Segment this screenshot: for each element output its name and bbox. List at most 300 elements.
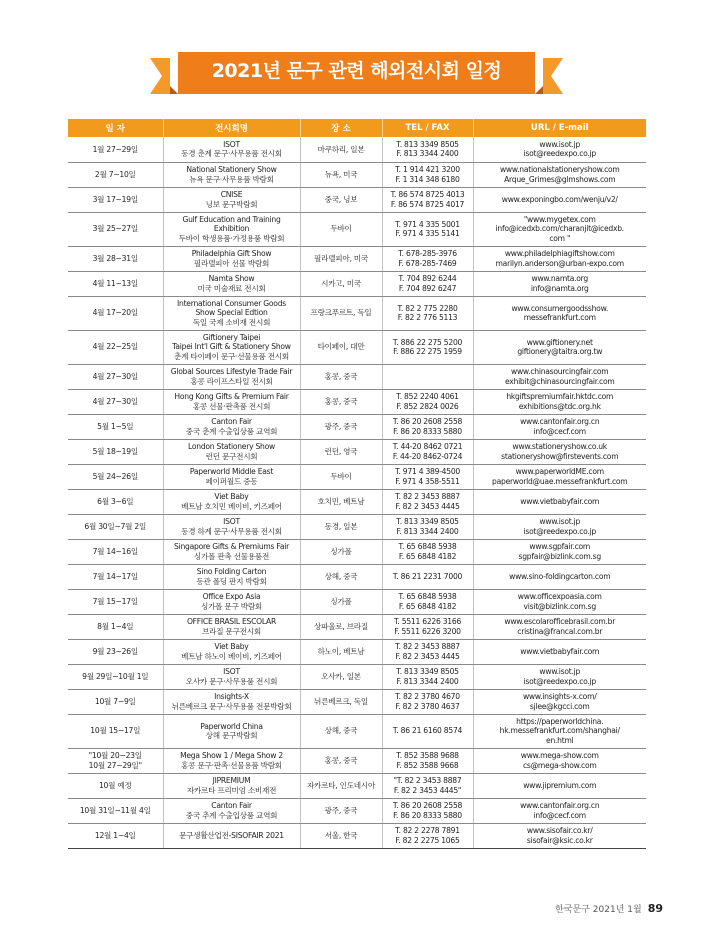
cell-exhibition-line: 문구생활산업전-SISOFAIR 2021: [179, 830, 284, 840]
cell-exhibition-line: 동관 폴딩 판지 박람회: [196, 576, 267, 586]
page-footer: [555, 902, 663, 915]
cell-date: [68, 714, 163, 748]
cell-url-email: [473, 689, 646, 714]
cell-exhibition: [163, 773, 300, 798]
cell-exhibition-line: Singapore Gifts & Premiums Fair: [174, 542, 289, 552]
cell-date: [68, 773, 163, 798]
cell-tel-fax-line: F. 86 574 8725 4017: [390, 199, 465, 209]
cell-url-email-line: www.mega-show.com: [520, 751, 599, 761]
cell-venue-line: 하노이, 베트남: [317, 646, 365, 656]
cell-tel-fax-line: F. 65 6848 4182: [398, 551, 457, 561]
cell-url-email-line: giftionery@taitra.org.tw: [517, 347, 603, 356]
cell-venue-line: 상해, 중국: [324, 726, 358, 736]
cell-tel-fax-line: F. 82 2 3453 4445: [395, 501, 460, 511]
cell-tel-fax: [382, 489, 473, 514]
cell-exhibition: [163, 589, 300, 614]
cell-url-email: [473, 137, 646, 162]
cell-tel-fax-line: F. 886 22 275 1959: [393, 347, 462, 356]
cell-venue: [300, 823, 382, 848]
cell-venue: [300, 564, 382, 589]
table-row: [68, 564, 646, 589]
cell-exhibition: [163, 564, 300, 589]
cell-venue: [300, 246, 382, 271]
cell-venue: [300, 689, 382, 714]
cell-exhibition-line: 싱가폴 판촉 선물용품전: [193, 551, 270, 561]
cell-venue-line: 동경, 일본: [324, 521, 358, 531]
cell-url-email-line: cristina@francal.com.br: [517, 626, 603, 636]
cell-date-line: 4월 27~30일: [92, 396, 138, 406]
table-row: [68, 296, 646, 330]
cell-date-line: 4월 22~25일: [92, 342, 138, 352]
cell-venue: [300, 330, 382, 364]
cell-venue: [300, 271, 382, 296]
cell-venue: [300, 137, 382, 162]
cell-tel-fax-line: T. 82 2 3453 8887: [395, 492, 460, 502]
cell-date: [68, 414, 163, 439]
cell-date: [68, 246, 163, 271]
cell-tel-fax-line: T. 886 22 275 5200: [392, 337, 463, 347]
cell-date-line: 7월 14~16일: [92, 546, 138, 556]
cell-venue: [300, 589, 382, 614]
cell-url-email-line: www.giftionery.net: [526, 337, 593, 347]
cell-exhibition-line: 동경 춘계 문구·사무용품 전시회: [181, 149, 282, 159]
cell-exhibition: [163, 212, 300, 246]
cell-url-email-line: www.paperworldME.com: [515, 467, 604, 477]
cell-exhibition-line: Taipei Int'l Gift & Stationery Show: [172, 342, 291, 352]
cell-exhibition-line: Gulf Education and Training: [182, 215, 281, 225]
cell-tel-fax: [382, 439, 473, 464]
cell-url-email-line: visit@bizlink.com.sg: [523, 601, 596, 611]
cell-url-email-line: www.nationalstationeryshow.com: [499, 165, 620, 175]
cell-url-email-line: www.isot.jp: [539, 517, 581, 527]
table-row: [68, 823, 646, 848]
table-row: [68, 539, 646, 564]
cell-tel-fax-line: T. 852 2240 4061: [396, 392, 459, 402]
cell-date: [68, 137, 163, 162]
cell-url-email-line: www.insights-x.com/: [522, 692, 597, 702]
cell-tel-fax: [382, 614, 473, 639]
cell-tel-fax: [382, 330, 473, 364]
cell-url-email-line: en.html: [546, 735, 574, 745]
cell-tel-fax: [382, 271, 473, 296]
table-row: [68, 162, 646, 187]
cell-url-email-line: messefrankfurt.com: [523, 313, 596, 322]
cell-tel-fax: [382, 414, 473, 439]
cell-venue-line: 런던, 영국: [324, 446, 358, 456]
cell-url-email: [473, 246, 646, 271]
cell-exhibition-line: 두바이 학생용품·가정용품 박람회: [178, 233, 285, 243]
cell-venue: [300, 212, 382, 246]
cell-url-email: [473, 162, 646, 187]
cell-url-email-line: www.chinasourcingfair.com: [511, 367, 609, 377]
cell-exhibition-line: 동경 하계 문구·사무용품 전시회: [181, 526, 282, 536]
cell-exhibition: [163, 489, 300, 514]
cell-tel-fax: [382, 773, 473, 798]
table-row: [68, 187, 646, 212]
cell-venue: [300, 464, 382, 489]
cell-exhibition-line: 중국 추계 수출입상품 교역회: [185, 810, 278, 820]
cell-date: [68, 539, 163, 564]
table-row: [68, 464, 646, 489]
cell-date-line: 3월 25~27일: [92, 224, 138, 234]
cell-venue-line: 서울, 한국: [324, 830, 358, 840]
cell-exhibition-line: Philadelphia Gift Show: [191, 249, 272, 259]
cell-url-email: [473, 564, 646, 589]
cell-url-email-line: sisofair@ksic.co.kr: [526, 835, 593, 845]
cell-url-email-line: exhibit@chinasourcingfair.com: [504, 376, 615, 386]
cell-tel-fax-line: F. 852 3588 9668: [396, 760, 459, 770]
cell-url-email-line: www.officexpoasia.com: [517, 592, 602, 602]
cell-venue-line: 홍콩, 중국: [324, 755, 358, 765]
table-row: [68, 639, 646, 664]
cell-url-email: [473, 589, 646, 614]
cell-venue-line: 프랑크푸르트, 독일: [310, 308, 372, 318]
cell-url-email: [473, 823, 646, 848]
cell-tel-fax-line: F. 852 2824 0026: [396, 401, 459, 411]
cell-tel-fax: [382, 639, 473, 664]
cell-tel-fax-line: T. 86 20 2608 2558: [392, 417, 463, 427]
cell-url-email: [473, 389, 646, 414]
cell-exhibition-line: National Stationery Show: [186, 165, 277, 175]
table-row: [68, 271, 646, 296]
cell-date-line: 12월 1~4일: [94, 830, 136, 840]
cell-exhibition-line: 상해 문구박람회: [205, 731, 258, 740]
cell-url-email-line: sjlee@kgcci.com: [529, 701, 590, 711]
cell-exhibition-line: Sino Folding Carton: [196, 567, 267, 577]
cell-url-email-line: www.jipremium.com: [523, 780, 597, 790]
cell-exhibition: [163, 439, 300, 464]
table-row: [68, 212, 646, 246]
cell-tel-fax-line: T. 65 6848 5938: [398, 542, 457, 552]
cell-exhibition-line: Canton Fair: [211, 417, 252, 427]
cell-tel-fax-line: T. 86 574 8725 4013: [390, 190, 465, 200]
cell-url-email: [473, 212, 646, 246]
column-header-exhibition: 전시회명: [163, 119, 300, 137]
cell-exhibition-line: 베트남 호치민 베이비, 키즈페어: [181, 501, 282, 511]
cell-venue: [300, 798, 382, 823]
cell-date-line: 9월 23~26일: [92, 646, 138, 656]
cell-date-line: 10월 27~29일": [88, 760, 142, 770]
cell-exhibition-line: Viet Baby: [214, 492, 249, 502]
cell-date: [68, 689, 163, 714]
cell-url-email-line: www.sisofair.co.kr/: [526, 826, 593, 836]
cell-venue-line: 필라델피아, 미국: [314, 253, 368, 263]
cell-url-email-line: isot@reedexpo.co.jp: [523, 526, 596, 536]
cell-url-email: [473, 330, 646, 364]
cell-date-line: 9월 29일~10월 1일: [82, 671, 149, 681]
cell-exhibition: [163, 714, 300, 748]
cell-url-email-line: www.vietbabyfair.com: [520, 646, 600, 656]
cell-tel-fax-line: T. 971 4 335 5001: [395, 219, 460, 229]
cell-exhibition-line: ISOT: [223, 667, 240, 677]
cell-exhibition: [163, 514, 300, 539]
cell-exhibition-line: Paperworld Middle East: [189, 467, 274, 477]
cell-date: [68, 823, 163, 848]
cell-tel-fax-line: F. 82 2 3780 4637: [395, 701, 460, 711]
cell-exhibition-line: Show Special Edtion: [195, 308, 268, 318]
cell-url-email-line: www.namta.org: [531, 274, 588, 284]
cell-tel-fax-line: T. 82 2 3780 4670: [395, 692, 460, 702]
cell-url-email: [473, 773, 646, 798]
cell-url-email-line: www.consumergoodsshow.: [511, 303, 609, 313]
cell-tel-fax: [382, 748, 473, 773]
cell-date: [68, 389, 163, 414]
cell-venue: [300, 389, 382, 414]
cell-venue-line: 타이페이, 대만: [317, 342, 365, 352]
cell-exhibition: [163, 748, 300, 773]
table-header-row: [68, 119, 646, 137]
cell-exhibition: [163, 798, 300, 823]
cell-date-line: 7월 14~17일: [92, 571, 138, 581]
column-header-venue: 장 소: [300, 119, 382, 137]
table-row: [68, 798, 646, 823]
cell-exhibition-line: Paperworld China: [200, 721, 263, 731]
cell-tel-fax: [382, 389, 473, 414]
column-header-tel-fax: TEL / FAX: [382, 119, 473, 137]
cell-url-email-line: sgpfair@bizlink.com.sg: [518, 551, 601, 561]
cell-tel-fax-line: F. 44-20 8462-0724: [392, 451, 463, 461]
cell-venue-line: 마쿠하리, 일본: [317, 144, 365, 154]
cell-exhibition: [163, 823, 300, 848]
page-title: 2021년 문구 관련 해외전시회 일정: [211, 60, 502, 82]
cell-exhibition-line: 닝보 문구박람회: [205, 199, 258, 209]
cell-tel-fax-line: F. 82 2 776 5113: [397, 313, 458, 322]
cell-date-line: 5월 18~19일: [92, 446, 138, 456]
cell-exhibition-line: 미국 미술재료 전시회: [197, 283, 266, 293]
cell-exhibition: [163, 414, 300, 439]
cell-exhibition: [163, 271, 300, 296]
cell-url-email-line: marilyn.anderson@urban-expo.com: [495, 258, 624, 268]
cell-venue: [300, 296, 382, 330]
cell-url-email-line: info@cecf.com: [533, 810, 586, 820]
table-row: [68, 514, 646, 539]
cell-date-line: "10월 20~23일: [88, 751, 142, 761]
cell-url-email-line: www.philadelphiagiftshow.com: [504, 249, 615, 259]
cell-exhibition-line: London Stationery Show: [188, 442, 275, 452]
cell-url-email: [473, 414, 646, 439]
cell-tel-fax-line: F. 971 4 358-5511: [395, 476, 460, 486]
cell-exhibition-line: Mega Show 1 / Mega Show 2: [180, 751, 283, 761]
cell-venue: [300, 439, 382, 464]
cell-url-email-line: www.sgpfair.com: [529, 542, 591, 552]
cell-venue: [300, 664, 382, 689]
cell-url-email: [473, 271, 646, 296]
cell-url-email-line: cs@mega-show.com: [522, 760, 597, 770]
cell-tel-fax: [382, 246, 473, 271]
cell-tel-fax-line: F. 813 3344 2400: [396, 526, 459, 536]
cell-url-email-line: https://paperworldchina.: [516, 717, 604, 727]
cell-tel-fax-line: F. 86 20 8333 5880: [393, 426, 462, 436]
cell-date: [68, 514, 163, 539]
cell-exhibition-line: 뉴욕 문구·사무용품 박람회: [189, 174, 274, 184]
cell-exhibition: [163, 364, 300, 389]
cell-url-email-line: isot@reedexpo.co.jp: [523, 149, 596, 159]
cell-exhibition-line: 독일 국제 소비재 전시회: [192, 317, 271, 327]
cell-exhibition: [163, 389, 300, 414]
cell-date: [68, 364, 163, 389]
cell-tel-fax-line: T. 678-285-3976: [398, 249, 457, 259]
cell-url-email: [473, 664, 646, 689]
cell-exhibition-line: 런던 문구전시회: [205, 451, 258, 461]
cell-exhibition-line: Giftionery Taipei: [202, 333, 261, 343]
cell-venue: [300, 714, 382, 748]
cell-exhibition-line: Namta Show: [208, 274, 255, 284]
cell-tel-fax-line: T. 5511 6226 3166: [393, 617, 462, 627]
cell-tel-fax: [382, 823, 473, 848]
cell-date-line: 6월 3~6일: [97, 496, 134, 506]
cell-tel-fax-line: F. 82 2 2275 1065: [395, 835, 460, 845]
table-row: [68, 330, 646, 364]
cell-venue-line: 싱가폴: [330, 546, 352, 556]
cell-tel-fax-line: F. 5511 6226 3200: [394, 626, 461, 636]
table-row: [68, 614, 646, 639]
cell-exhibition-line: 홍콩 선물·판촉품 전시회: [192, 401, 271, 411]
cell-date: [68, 614, 163, 639]
cell-date-line: 2월 7~10일: [94, 169, 136, 179]
cell-venue-line: 상해, 중국: [324, 571, 358, 581]
column-header-date: 일 자: [68, 119, 163, 137]
cell-tel-fax: [382, 162, 473, 187]
cell-url-email-line: info@namta.org: [530, 283, 589, 293]
cell-tel-fax-line: F. 971 4 335 5141: [395, 229, 460, 238]
cell-url-email-line: isot@reedexpo.co.jp: [523, 676, 596, 686]
cell-date-line: 4월 11~13일: [92, 278, 138, 288]
cell-url-email-line: info@cecf.com: [533, 426, 586, 436]
cell-date: [68, 212, 163, 246]
cell-date-line: 4월 27~30일: [92, 371, 138, 381]
cell-tel-fax-line: F. 65 6848 4182: [398, 601, 457, 611]
table-row: [68, 439, 646, 464]
table-row: [68, 137, 646, 162]
cell-venue-line: 두바이: [330, 471, 352, 481]
cell-venue-line: 오사카, 일본: [321, 671, 361, 681]
cell-exhibition-line: ISOT: [223, 140, 240, 150]
cell-tel-fax: [382, 539, 473, 564]
cell-exhibition-line: 중국 춘계 수출입상품 교역회: [185, 426, 278, 436]
cell-url-email: [473, 296, 646, 330]
table-row: [68, 364, 646, 389]
cell-url-email: [473, 539, 646, 564]
cell-exhibition: [163, 539, 300, 564]
cell-venue: [300, 364, 382, 389]
cell-date: [68, 748, 163, 773]
cell-tel-fax-line: T. 704 892 6244: [398, 274, 457, 284]
cell-venue: [300, 514, 382, 539]
cell-tel-fax-line: T. 86 21 6160 8574: [392, 726, 463, 736]
cell-date-line: 10월 15~17일: [90, 726, 141, 736]
table-row: [68, 246, 646, 271]
cell-url-email: [473, 187, 646, 212]
cell-tel-fax: [382, 464, 473, 489]
cell-tel-fax-line: F. 82 2 3453 4445": [393, 785, 462, 795]
cell-date: [68, 187, 163, 212]
cell-venue-line: 광주, 중국: [324, 805, 358, 815]
column-header-url-email: URL / E-mail: [473, 119, 646, 137]
cell-tel-fax: [382, 664, 473, 689]
cell-exhibition: [163, 664, 300, 689]
cell-url-email-line: Arque_Grimes@glmshows.com: [504, 174, 616, 184]
cell-date-line: 6월 30일~7월 2일: [84, 521, 147, 531]
cell-tel-fax-line: T. 813 3349 8505: [396, 140, 459, 150]
cell-venue: [300, 748, 382, 773]
cell-date: [68, 439, 163, 464]
cell-venue-line: 두바이: [330, 224, 352, 234]
cell-url-email: [473, 714, 646, 748]
cell-exhibition-line: International Consumer Goods: [177, 299, 286, 309]
cell-exhibition-line: 홍콩 라이프스타일 전시회: [190, 376, 273, 386]
table-row: [68, 589, 646, 614]
cell-exhibition-line: 뉘른베르크 문구·사무용품 전문박람회: [171, 701, 292, 711]
cell-exhibition: [163, 137, 300, 162]
cell-date-line: 5월 24~26일: [92, 471, 138, 481]
cell-venue: [300, 773, 382, 798]
cell-url-email-line: www.isot.jp: [539, 140, 581, 150]
cell-tel-fax: [382, 137, 473, 162]
cell-tel-fax-line: T. 82 2 3453 8887: [395, 642, 460, 652]
cell-date-line: 3월 28~31일: [92, 253, 138, 263]
cell-tel-fax-line: T. 65 6848 5938: [398, 592, 457, 602]
cell-tel-fax: [382, 514, 473, 539]
cell-tel-fax-line: F. 86 20 8333 5880: [393, 810, 462, 820]
cell-venue-line: 뉘른베르크, 독일: [314, 696, 368, 706]
cell-exhibition: [163, 614, 300, 639]
table-row: [68, 748, 646, 773]
cell-date: [68, 589, 163, 614]
cell-venue-line: 자카르타, 인도네시아: [306, 780, 376, 790]
cell-exhibition-line: ISOT: [223, 517, 240, 527]
cell-tel-fax-line: T. 86 21 2231 7000: [392, 571, 463, 581]
cell-date: [68, 296, 163, 330]
cell-venue-line: 광주, 중국: [324, 421, 358, 431]
cell-date: [68, 564, 163, 589]
cell-url-email-line: www.escolarofficebrasil.com.br: [504, 617, 616, 627]
cell-date-line: 3월 17~19일: [92, 194, 138, 204]
cell-exhibition-line: Exhibition: [213, 224, 250, 234]
cell-tel-fax-line: T. 86 20 2608 2558: [392, 801, 463, 811]
cell-venue: [300, 639, 382, 664]
cell-exhibition-line: 오사카 문구·사무용품 전시회: [185, 676, 278, 686]
table-body: [68, 137, 646, 848]
cell-date: [68, 489, 163, 514]
cell-url-email: [473, 489, 646, 514]
cell-tel-fax: [382, 564, 473, 589]
cell-date-line: 10월 7~9일: [94, 696, 136, 706]
cell-exhibition: [163, 246, 300, 271]
cell-date-line: 4월 17~20일: [92, 308, 138, 318]
cell-exhibition: [163, 296, 300, 330]
cell-venue-line: 상파울로, 브라질: [314, 621, 368, 631]
cell-url-email-line: www.cantonfair.org.cn: [520, 417, 600, 427]
cell-tel-fax-line: F. 678-285-7469: [398, 258, 457, 268]
cell-venue: [300, 489, 382, 514]
cell-exhibition-line: OFFICE BRASIL ESCOLAR: [186, 617, 277, 627]
cell-venue: [300, 614, 382, 639]
cell-exhibition: [163, 464, 300, 489]
cell-exhibition-line: 브라질 문구전시회: [202, 626, 261, 636]
cell-url-email-line: paperworld@uae.messefrankfurt.com: [492, 476, 628, 486]
cell-url-email-line: www.stationeryshow.co.uk: [512, 442, 607, 452]
cell-venue-line: 뉴욕, 미국: [324, 169, 358, 179]
cell-tel-fax-line: "T. 82 2 3453 8887: [393, 776, 462, 786]
cell-tel-fax: [382, 364, 473, 389]
cell-url-email: [473, 364, 646, 389]
cell-date: [68, 464, 163, 489]
table-row: [68, 664, 646, 689]
cell-date: [68, 330, 163, 364]
cell-exhibition: [163, 162, 300, 187]
cell-exhibition-line: 페이퍼월드 중동: [205, 476, 258, 486]
page-number: 89: [647, 902, 663, 915]
